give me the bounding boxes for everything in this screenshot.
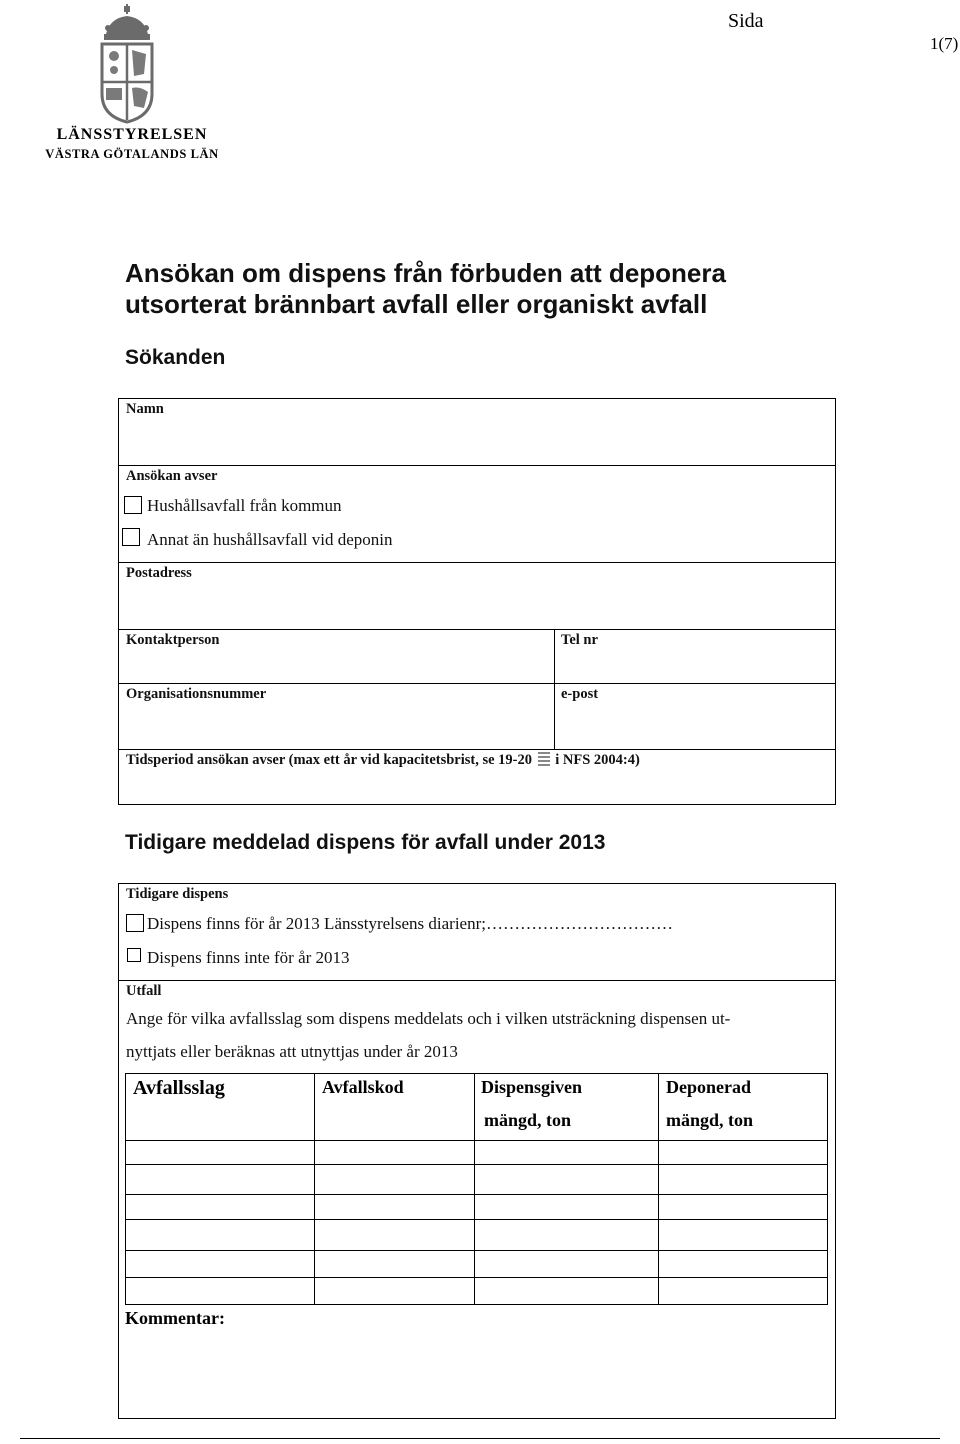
divider [118, 683, 836, 684]
kommentar-label: Kommentar: [125, 1308, 225, 1328]
divider [125, 1164, 828, 1165]
utfall-label: Utfall [126, 983, 162, 999]
divider [118, 980, 836, 981]
footer-divider [20, 1438, 940, 1439]
divider [118, 562, 836, 563]
divider [658, 1073, 659, 1305]
dispens-finns-checkbox[interactable] [126, 914, 144, 932]
org-name-line1: LÄNSSTYRELSEN [56, 126, 208, 143]
dispens-finns-inte-checkbox[interactable] [127, 948, 141, 962]
tel-field[interactable] [561, 652, 827, 678]
annat-avfall-option-label: Annat än hushållsavfall vid deponin [147, 530, 393, 549]
divider [118, 749, 836, 750]
tidigare-dispens-label: Tidigare dispens [126, 886, 229, 902]
divider [125, 1277, 828, 1278]
page-label: Sida [728, 10, 764, 32]
column-header-avfallsslag: Avfallsslag [133, 1077, 225, 1099]
namn-field[interactable] [126, 422, 826, 460]
divider [125, 1140, 828, 1141]
organisationsnummer-field[interactable] [126, 706, 546, 744]
document-title: Ansökan om dispens från förbuden att deponera utsorterat brännbart avfall eller organiskt avfall [125, 258, 726, 319]
org-name-line2: VÄSTRA GÖTALANDS LÄN [45, 147, 219, 161]
organisationsnummer-label: Organisationsnummer [126, 686, 267, 702]
column-header-deponerad-unit: mängd, ton [666, 1110, 754, 1130]
section-heading-tidigare-dispens: Tidigare meddelad dispens för avfall under 2013 [125, 831, 606, 854]
dispens-finns-option-label: Dispens finns för år 2013 Länsstyrelsens diarienr;…………………………… [147, 914, 673, 933]
kontaktperson-label: Kontaktperson [126, 632, 220, 648]
tel-label: Tel nr [561, 632, 598, 648]
tidsperiod-field[interactable] [126, 772, 826, 800]
ansokan-avser-label: Ansökan avser [126, 468, 218, 484]
column-header-avfallskod: Avfallskod [322, 1077, 404, 1097]
epost-field[interactable] [561, 706, 827, 744]
column-header-dispensgiven-unit: mängd, ton [484, 1110, 572, 1130]
kontaktperson-field[interactable] [126, 652, 546, 678]
divider [474, 1073, 475, 1305]
avfall-table [125, 1073, 828, 1305]
postadress-field[interactable] [126, 586, 826, 624]
tidsperiod-label-text: Tidsperiod ansökan avser (max ett år vid kapacitetsbrist, se 19-20 [126, 752, 533, 768]
utfall-instruction-line2: nyttjats eller beräknas att utnyttjas under år 2013 [126, 1042, 458, 1061]
divider [118, 629, 836, 630]
tidsperiod-label-text-2: i NFS 2004:4) [555, 752, 640, 768]
epost-label: e-post [561, 686, 599, 702]
divider [314, 1073, 315, 1305]
column-header-dispensgiven: Dispensgiven [481, 1077, 583, 1097]
page-number: 1(7) [930, 34, 959, 53]
tidsperiod-label [126, 752, 640, 769]
hushallsavfall-option-label: Hushållsavfall från kommun [147, 496, 342, 515]
paragraph-icon [538, 752, 550, 766]
divider [125, 1219, 828, 1220]
divider [125, 1250, 828, 1251]
section-heading-sokanden: Sökanden [125, 346, 226, 369]
column-header-deponerad: Deponerad [666, 1077, 751, 1097]
divider [554, 629, 555, 749]
hushallsavfall-checkbox[interactable] [124, 496, 142, 514]
kommentar-field[interactable] [126, 1332, 826, 1412]
namn-label: Namn [126, 401, 164, 417]
annat-avfall-checkbox[interactable] [122, 528, 140, 546]
divider [118, 465, 836, 466]
dispens-finns-inte-option-label: Dispens finns inte för år 2013 [147, 948, 350, 967]
utfall-instruction-line1: Ange för vilka avfallsslag som dispens meddelats och i vilken utsträckning dispensen ut- [126, 1009, 731, 1028]
divider [125, 1194, 828, 1195]
postadress-label: Postadress [126, 565, 192, 581]
